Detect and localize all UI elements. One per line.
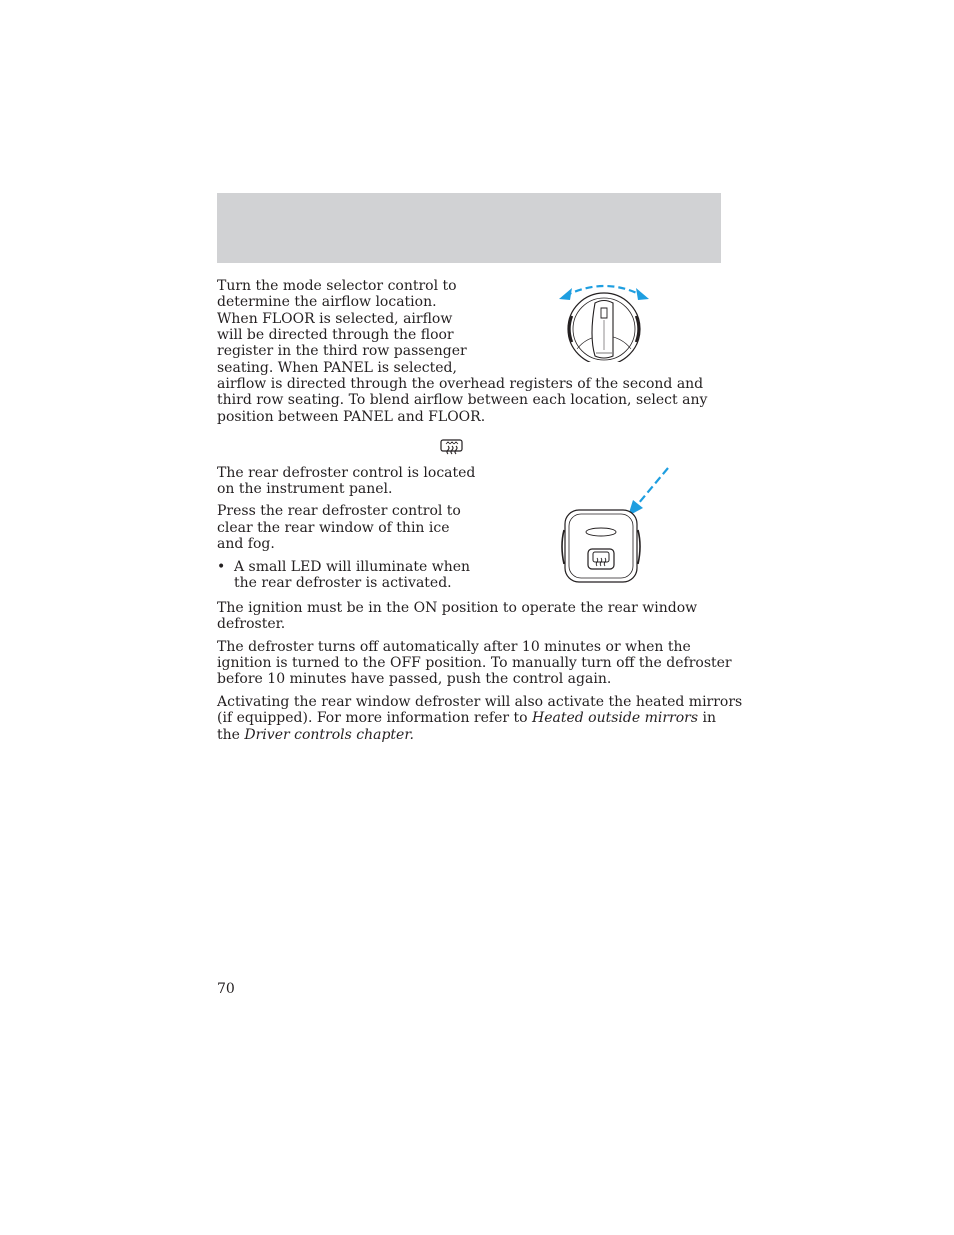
led-bullet-item [217,559,477,593]
ignition-line-2: defroster. [217,616,286,632]
mirrors-line-3-text: the [217,727,245,743]
auto-off-line-3: before 10 minutes have passed, push the control again. [217,671,612,687]
auto-off-line-2: ignition is turned to the OFF position. To manually turn off the defroster [217,655,732,671]
section-header-band [217,193,721,263]
led-bullet-line-1: A small LED will illuminate when [234,559,471,575]
rotary-knob-icon [555,276,655,362]
mirrors-line-1: Activating the rear window defroster will also activate the heated mirrors [217,694,743,710]
mode-selector-line-9: position between PANEL and FLOOR. [217,409,486,425]
bullet-symbol: • [217,559,226,575]
rear-defrost-press-line-3: and fog. [217,536,275,552]
defrost-button-icon [560,464,674,586]
mode-selector-line-6: seating. When PANEL is selected, [217,360,457,376]
auto-off-line-1: The defroster turns off automatically after 10 minutes or when the [217,639,691,655]
mode-selector-line-8: third row seating. To blend airflow between each location, select any [217,392,708,408]
mode-selector-line-3: When FLOOR is selected, airflow [217,311,453,327]
page-number: 70 [217,981,235,997]
mode-selector-line-5: register in the third row passenger [217,343,467,359]
heated-mirrors-reference: Heated outside mirrors [532,710,699,726]
mode-selector-line-1: Turn the mode selector control to [217,278,457,294]
rear-defrost-intro-line-2: on the instrument panel. [217,481,393,497]
led-bullet-line-2: the rear defroster is activated. [234,575,452,591]
mirrors-line-2-tail: in [698,710,717,726]
rear-defrost-icon [440,439,464,457]
mirrors-line-3 [217,727,414,743]
ignition-line-1: The ignition must be in the ON position to operate the rear window [217,600,698,616]
mode-selector-line-4: will be directed through the floor [217,327,454,343]
mirrors-line-2-text: (if equipped). For more information refer to [217,710,533,726]
mode-selector-line-2: determine the airflow location. [217,294,437,310]
rear-defrost-intro-line-1: The rear defroster control is located [217,465,476,481]
mode-selector-line-7: airflow is directed through the overhead registers of the second and [217,376,704,392]
rear-defrost-press-line-1: Press the rear defroster control to [217,503,461,519]
mirrors-line-2 [217,710,716,726]
rear-defrost-press-line-2: clear the rear window of thin ice [217,520,450,536]
driver-controls-reference: Driver controls chapter. [244,727,414,743]
